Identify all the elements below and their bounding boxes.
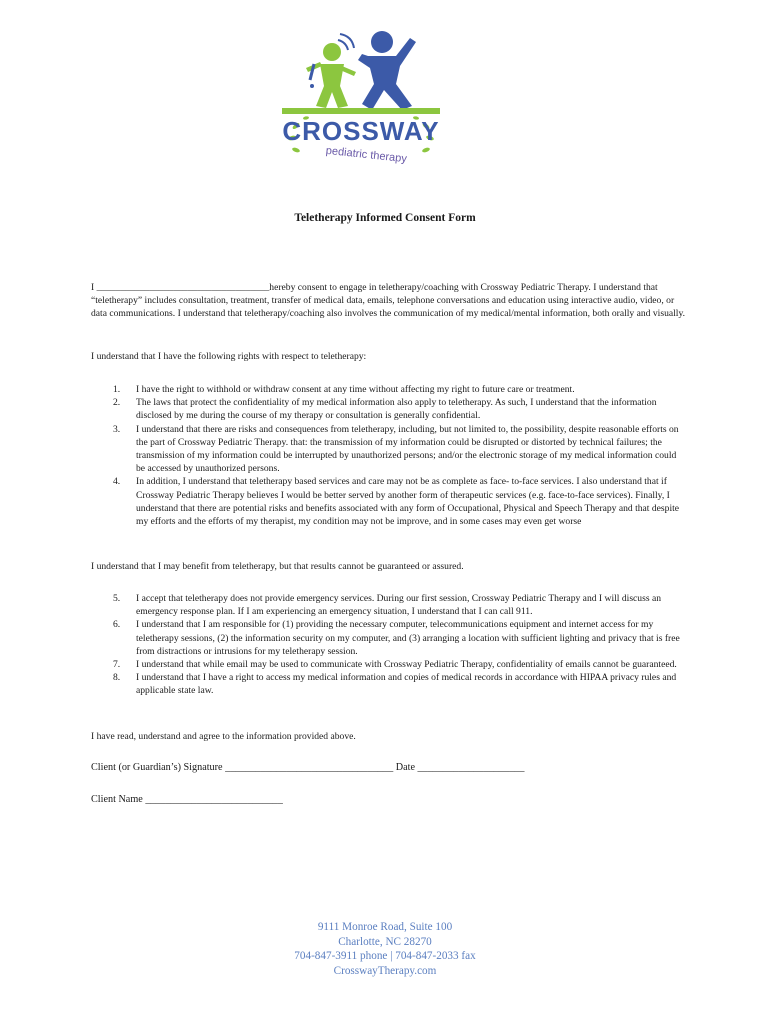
figures-icon xyxy=(306,31,416,110)
item-number: 1. xyxy=(113,384,121,395)
item-text: I accept that teletherapy does not provide emergency services. During our first session, Crossway Pediatric Therapy and I will discuss an emergency response plan. If I am experiencing an emergency situation, I understand that I can call 911. xyxy=(136,593,662,618)
rights-list-2 xyxy=(91,592,687,698)
footer-contact xyxy=(0,920,770,978)
item-text: The laws that protect the confidentiality of my medical information also apply to teletherapy. As such, I understand that the information disclosed by me during the course of my therapy or consultation is generally confidential. xyxy=(136,397,657,422)
item-number: 6. xyxy=(113,619,121,631)
list-item xyxy=(91,475,687,528)
crossway-logo xyxy=(276,28,446,168)
item-number: 7. xyxy=(113,659,121,671)
item-number: 2. xyxy=(113,397,121,409)
item-text: I have the right to withhold or withdraw consent at any time without affecting my right to future care or treatment. xyxy=(136,384,575,395)
logo-wordmark: CROSSWAY xyxy=(282,116,440,146)
footer-website[interactable]: CrosswayTherapy.com xyxy=(333,964,437,977)
form-title: Teletherapy Informed Consent Form xyxy=(294,212,476,224)
footer-city: Charlotte, NC 28270 xyxy=(338,935,432,948)
list-item xyxy=(91,396,687,422)
crossway-logo-graphic xyxy=(276,28,446,168)
rights-list xyxy=(91,383,687,528)
item-number: 5. xyxy=(113,593,121,604)
item-number: 8. xyxy=(113,672,121,684)
benefit-note: I understand that I may benefit from teletherapy, but that results cannot be guaranteed or assured. xyxy=(91,561,464,572)
item-text: I understand that I am responsible for (1) providing the necessary computer, telecommunications equipment and internet access for my teletherapy sessions, (2) the information security on my computer, and (3) arranging a location with sufficient lighting and privacy that is free from distractions or intrusions for my teletherapy session. xyxy=(136,619,680,657)
list-item xyxy=(91,592,687,618)
list-item xyxy=(91,658,687,671)
list-item xyxy=(91,423,687,476)
footer-address: 9111 Monroe Road, Suite 100 xyxy=(317,921,453,933)
item-text: I understand that I have a right to access my medical information and copies of medical records in accordance with HIPAA privacy rules and applicable state law. xyxy=(136,672,677,697)
item-number: 3. xyxy=(113,423,121,435)
intro-paragraph: I ____________________________________hereby consent to engage in teletherapy/coaching with Crossway Pediatric Therapy. I understand that “teletherapy” includes consultation, treatment, transfer of medical data, emails, telephone conversations and education using interactive audio, video, or data communications. I understand that teletherapy/coaching also involves the communication of my medical/mental information, both orally and visually. xyxy=(91,282,686,320)
list-item xyxy=(91,671,687,697)
item-number: 4. xyxy=(113,476,121,488)
list-item xyxy=(91,618,687,658)
agreement-statement: I have read, understand and agree to the information provided above. xyxy=(91,731,356,742)
logo-tagline: pediatric therapy xyxy=(325,144,408,166)
item-text: In addition, I understand that teletherapy based services and care may not be as complete as face- to-face services. I also understand that if Crossway Pediatric Therapy believes I would be better served by another form of therapeutic services (e.g. face-to-face services). Finally, I understand that there are potential risks and benefits associated with any form of Occupational, Physical and Speech Therapy and that despite my efforts and the efforts of my therapist, my condition may not be improve, and in some cases may even get worse xyxy=(136,476,680,528)
signature-field[interactable]: Client (or Guardian’s) Signature _________________________________ Date _____________________ xyxy=(91,762,525,773)
item-text: I understand that there are risks and consequences from teletherapy, including, but not limited to, the possibility, despite reasonable efforts on the part of Crossway Pediatric Therapy. that: the transmission of my information could be disrupted or distorted by technical failures; the transmission of my information could be interrupted by unauthorized persons; and/or the electronic storage of my medical information could be accessed by unauthorized persons. xyxy=(136,423,679,475)
rights-intro: I understand that I have the following rights with respect to teletherapy: xyxy=(91,351,367,362)
item-text: I understand that while email may be used to communicate with Crossway Pediatric Therapy, confidentiality of emails cannot be guaranteed. xyxy=(136,659,677,671)
client-name-field[interactable]: Client Name ___________________________ xyxy=(91,794,283,805)
list-item xyxy=(91,383,687,396)
footer-phone: 704-847-3911 phone | 704-847-2033 fax xyxy=(294,950,476,963)
